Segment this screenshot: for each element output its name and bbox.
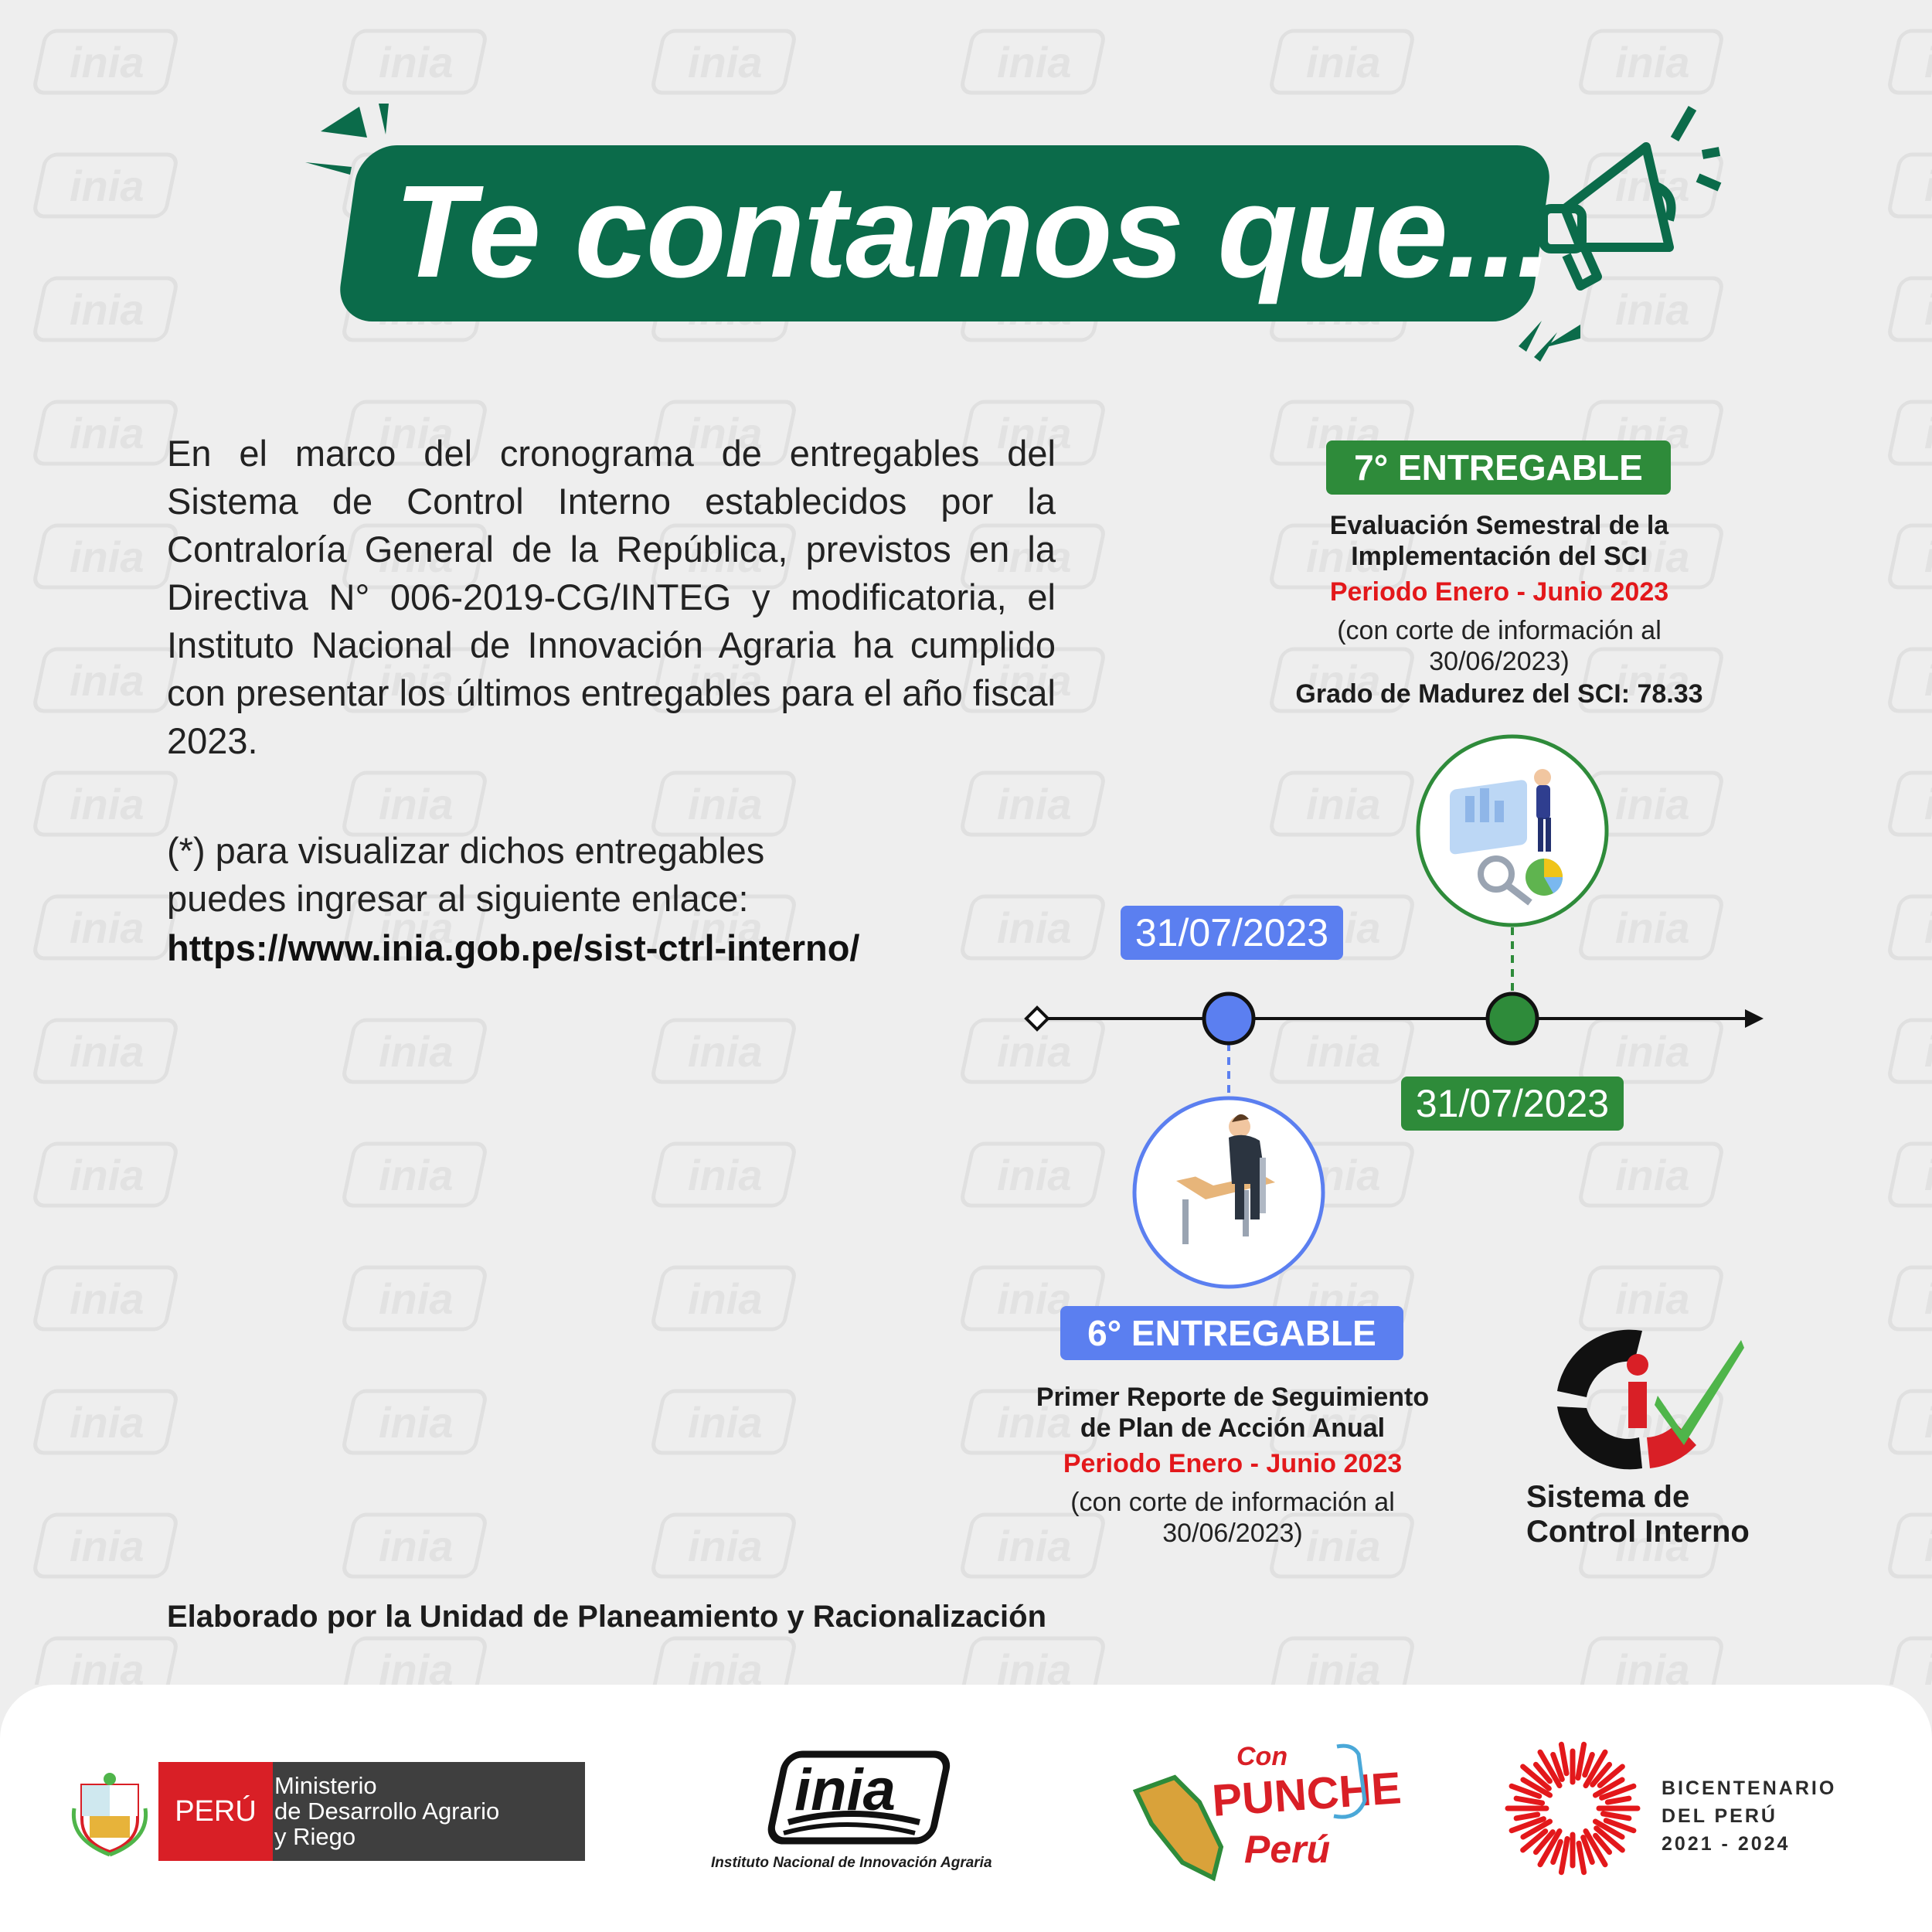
sun-ray — [1516, 1798, 1542, 1803]
con-punche-peru-logo-icon — [1128, 1731, 1403, 1886]
ministry-label — [273, 1762, 585, 1861]
peru-label: PERÚ — [158, 1762, 273, 1861]
timeline-arrow-icon — [1745, 1009, 1764, 1028]
svg-text:Con: Con — [1236, 1742, 1288, 1771]
d6-cut-line-2: 30/06/2023) — [1162, 1519, 1303, 1548]
intro-paragraph: En el marco del cronograma de entregables del Sistema de Control Interno establecidos por la Contraloría General de la República, previstos en la Directiva N° 006-2019-CG/INTEG y modificatoria, el Instituto Nacional de Innovación Agraria ha cumplido con presentar los últimos entregables para el año fiscal 2023. — [167, 433, 1056, 761]
bicent-line-2: DEL PERÚ — [1662, 1805, 1777, 1827]
sun-ray — [1603, 1814, 1628, 1818]
timeline-node-6 — [1204, 994, 1253, 1043]
sci-logo-icon — [1542, 1321, 1750, 1476]
sun-ray — [1516, 1815, 1538, 1818]
inia-caption: Instituto Nacional de Innovación Agraria — [711, 1855, 992, 1871]
d7-cut-line-2: 30/06/2023) — [1429, 647, 1570, 676]
peru-coat-of-arms-icon — [71, 1770, 148, 1856]
sun-ray — [1607, 1798, 1629, 1802]
timeline-start-diamond — [1026, 1008, 1048, 1029]
note-line-2: puedes ingresar al siguiente enlace: — [167, 878, 749, 919]
date-tag-7: 31/07/2023 — [1401, 1077, 1624, 1131]
d6-title-line-2: de Plan de Acción Anual — [1080, 1413, 1386, 1443]
d6-period: Periodo Enero - Junio 2023 — [1063, 1449, 1403, 1478]
d7-title-line-1: Evaluación Semestral de la — [1329, 511, 1669, 540]
sun-ray — [1579, 1843, 1584, 1872]
bicent-line-3: 2021 - 2024 — [1662, 1833, 1791, 1855]
d7-title-line-2: Implementación del SCI — [1351, 542, 1648, 571]
svg-text:Perú: Perú — [1244, 1828, 1331, 1871]
inia-logo-icon — [765, 1748, 951, 1849]
deliverable-6-details — [981, 1382, 1484, 1549]
analytics-illustration-icon — [1418, 736, 1607, 925]
d6-cut-line-1: (con corte de información al — [1070, 1488, 1395, 1517]
sci-label-line-2: Control Interno — [1526, 1515, 1750, 1549]
ministry-line-3: y Riego — [274, 1823, 356, 1850]
desk-worker-illustration-icon — [1134, 1098, 1323, 1287]
timeline-node-7 — [1488, 994, 1537, 1043]
d7-cut-line-1: (con corte de información al — [1337, 616, 1662, 645]
svg-text:PUNCHE: PUNCHE — [1210, 1763, 1403, 1826]
date-tag-6: 31/07/2023 — [1121, 906, 1343, 960]
sun-ray — [1561, 1744, 1566, 1773]
svg-text:inia: inia — [794, 1757, 896, 1823]
entregables-link[interactable]: https://www.inia.gob.pe/sist-ctrl-interno/ — [167, 927, 860, 968]
sci-label-line-1: Sistema de — [1526, 1480, 1690, 1514]
credit-text: Elaborado por la Unidad de Planeamiento y Racionalización — [167, 1600, 1047, 1634]
badge-entregable-6: 6° ENTREGABLE — [1060, 1306, 1403, 1360]
bicentenario-sun-icon — [1499, 1735, 1646, 1882]
d7-period: Periodo Enero - Junio 2023 — [1329, 577, 1669, 607]
page-title: Te contamos que... — [394, 158, 1552, 305]
bicent-line-1: BICENTENARIO — [1662, 1777, 1837, 1799]
d7-maturity: Grado de Madurez del SCI: 78.33 — [1295, 679, 1703, 709]
badge-entregable-7: 7° ENTREGABLE — [1326, 440, 1671, 495]
ministry-line-1: Ministerio — [274, 1772, 377, 1799]
ministry-line-2: de Desarrollo Agrario — [274, 1798, 500, 1825]
note-line-1: (*) para visualizar dichos entregables — [167, 830, 765, 871]
bicentenario-label — [1662, 1774, 1836, 1858]
d6-title-line-1: Primer Reporte de Seguimiento — [1036, 1383, 1430, 1412]
sci-logo-label — [1526, 1480, 1750, 1549]
